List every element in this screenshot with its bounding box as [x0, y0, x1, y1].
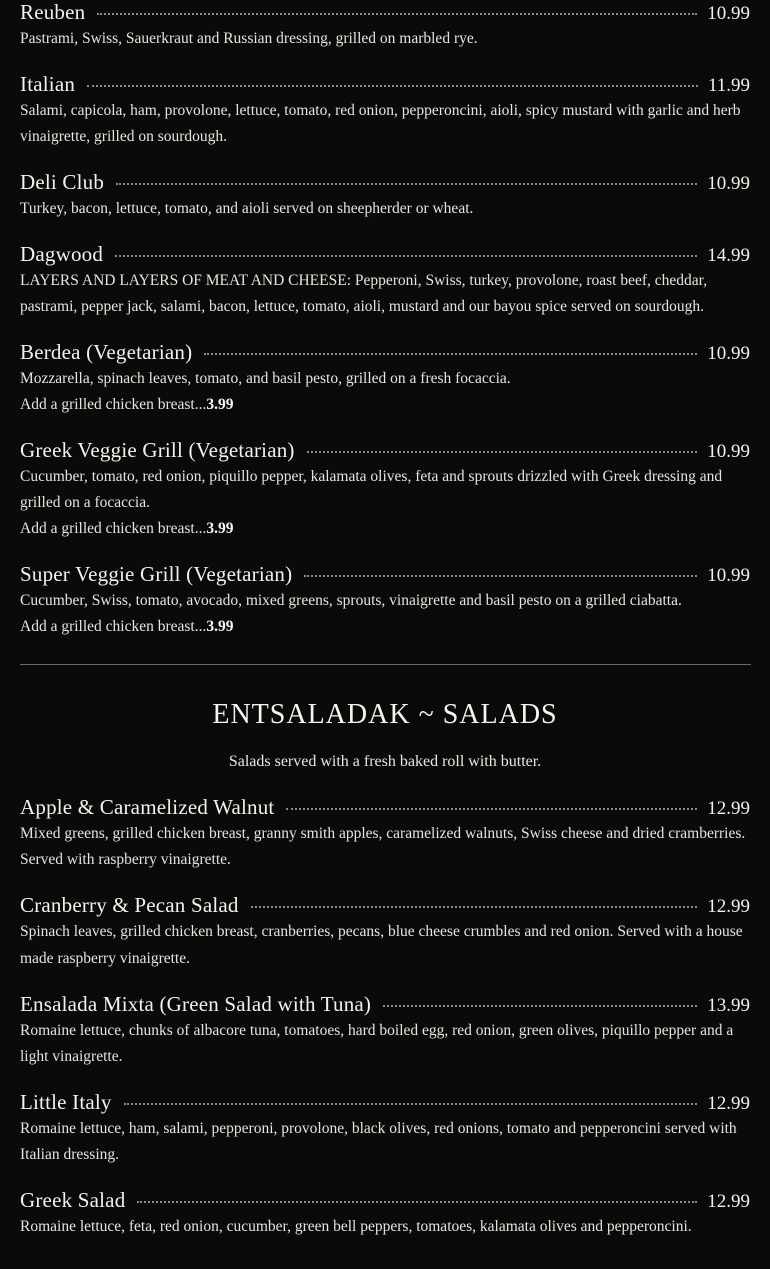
menu-item-description: Romaine lettuce, ham, salami, pepperoni, provolone, black olives, red onions, tomato and pepperoncini served with Italian dressing.	[20, 1119, 737, 1163]
menu-item-description: Mozzarella, spinach leaves, tomato, and basil pesto, grilled on a fresh focaccia.	[20, 370, 511, 388]
leader-dots	[383, 1004, 697, 1007]
leader-dots	[251, 905, 698, 908]
leader-dots	[97, 12, 697, 15]
menu-item-description: Salami, capicola, ham, provolone, lettuce, tomato, red onion, pepperoncini, aioli, spicy mustard with garlic and herb vinaigrette, grilled on sourdough.	[20, 102, 741, 146]
addon-price: 3.99	[206, 618, 234, 636]
addon-label: Add a grilled chicken breast...	[20, 520, 207, 538]
menu-item-header	[20, 1188, 750, 1213]
menu-item-description: Pastrami, Swiss, Sauerkraut and Russian dressing, grilled on marbled rye.	[20, 30, 478, 47]
menu-item-header	[20, 992, 750, 1017]
menu-item-addon	[20, 516, 750, 542]
menu-item-addon	[20, 392, 750, 418]
menu-item-header	[20, 562, 750, 587]
menu-item-header	[20, 72, 750, 97]
addon-label: Add a grilled chicken breast...	[20, 618, 207, 636]
menu-item-header	[20, 0, 750, 25]
menu-item	[20, 1090, 750, 1168]
menu-item-description: LAYERS AND LAYERS OF MEAT AND CHEESE: Pepperoni, Swiss, turkey, provolone, roast beef, cheddar, pastrami, pepper jack, salami, bacon, lettuce, tomato, aioli, mustard and our bayou spice served on sourdough.	[20, 272, 708, 316]
addon-label: Add a grilled chicken breast...	[20, 396, 207, 414]
menu-item-name: Greek Salad	[20, 1187, 126, 1212]
menu-item-price: 12.99	[707, 798, 750, 820]
menu-item-name: Ensalada Mixta (Green Salad with Tuna)	[20, 991, 372, 1016]
sandwiches-list	[20, 0, 750, 640]
menu-item-price: 12.99	[707, 1092, 750, 1114]
menu-item	[20, 893, 750, 971]
section-title-salads: ENTSALADAK ~ SALADS	[212, 699, 558, 731]
menu-item-description: Spinach leaves, grilled chicken breast, cranberries, pecans, blue cheese crumbles and red onion. Served with a house made raspberry vinaigrette.	[20, 923, 743, 967]
leader-dots	[137, 1200, 697, 1203]
menu-item-price: 10.99	[707, 343, 750, 365]
menu-item-name: Deli Club	[20, 170, 105, 195]
menu-item-name: Reuben	[20, 0, 86, 24]
menu-item-price: 13.99	[707, 994, 750, 1016]
salads-list	[20, 795, 750, 1239]
menu-item-name: Greek Veggie Grill (Vegetarian)	[20, 438, 295, 463]
menu-item-header	[20, 340, 750, 365]
menu-item-price: 12.99	[707, 1190, 750, 1212]
menu-item-header	[20, 893, 750, 918]
menu-item-description: Romaine lettuce, chunks of albacore tuna, tomatoes, hard boiled egg, red onion, green olives, piquillo pepper and a light vinaigrette.	[20, 1021, 734, 1065]
menu-item-header	[20, 170, 750, 195]
menu-item	[20, 0, 750, 52]
leader-dots	[304, 574, 697, 577]
menu-item-header	[20, 1090, 750, 1115]
menu-item-name: Apple & Caramelized Walnut	[20, 795, 275, 820]
menu-item-name: Dagwood	[20, 242, 104, 267]
menu-item-header	[20, 795, 750, 820]
menu-item-header	[20, 438, 750, 463]
menu-item-price: 14.99	[707, 245, 750, 267]
leader-dots	[307, 450, 698, 453]
menu-item-description: Romaine lettuce, feta, red onion, cucumber, green bell peppers, tomatoes, kalamata olives and pepperoncini.	[20, 1217, 692, 1235]
section-divider	[20, 664, 751, 665]
menu-item-name: Super Veggie Grill (Vegetarian)	[20, 562, 293, 587]
leader-dots	[204, 352, 697, 355]
leader-dots	[286, 807, 697, 810]
menu-item	[20, 795, 750, 873]
menu-item	[20, 438, 750, 542]
leader-dots	[116, 182, 697, 185]
menu-item-price: 10.99	[707, 3, 750, 24]
leader-dots	[124, 1102, 698, 1105]
menu-item-price: 10.99	[707, 565, 750, 587]
menu-item-name: Italian	[20, 72, 76, 97]
menu-item	[20, 1188, 750, 1240]
section-subtitle-salads: Salads served with a fresh baked roll with butter.	[228, 753, 542, 771]
menu-item-price: 11.99	[707, 75, 750, 97]
menu-item	[20, 562, 750, 640]
menu-item	[20, 72, 750, 150]
menu-item	[20, 340, 750, 418]
menu-item-header	[20, 242, 750, 267]
menu-item	[20, 170, 750, 222]
leader-dots	[115, 254, 697, 257]
menu-item-description: Cucumber, Swiss, tomato, avocado, mixed greens, sprouts, vinaigrette and basil pesto on a grilled ciabatta.	[20, 592, 682, 610]
addon-price: 3.99	[206, 396, 234, 414]
menu-item-addon	[20, 614, 750, 640]
addon-price: 3.99	[206, 520, 234, 538]
menu-item	[20, 242, 750, 320]
menu-item	[20, 992, 750, 1070]
menu-item-price: 12.99	[707, 896, 750, 918]
menu-item-description: Mixed greens, grilled chicken breast, granny smith apples, caramelized walnuts, Swiss cheese and dried cramberries. Served with raspberry vinaigrette.	[20, 825, 746, 869]
menu-item-description: Turkey, bacon, lettuce, tomato, and aioli served on sheepherder or wheat.	[20, 200, 474, 218]
menu-item-price: 10.99	[707, 173, 750, 195]
menu-item-name: Berdea (Vegetarian)	[20, 340, 193, 365]
leader-dots	[87, 84, 698, 87]
menu-item-description: Cucumber, tomato, red onion, piquillo pepper, kalamata olives, feta and sprouts drizzled with Greek dressing and grilled on a focaccia.	[20, 468, 723, 512]
menu-item-price: 10.99	[707, 441, 750, 463]
menu-item-name: Cranberry & Pecan Salad	[20, 893, 239, 918]
menu-item-name: Little Italy	[20, 1089, 112, 1114]
